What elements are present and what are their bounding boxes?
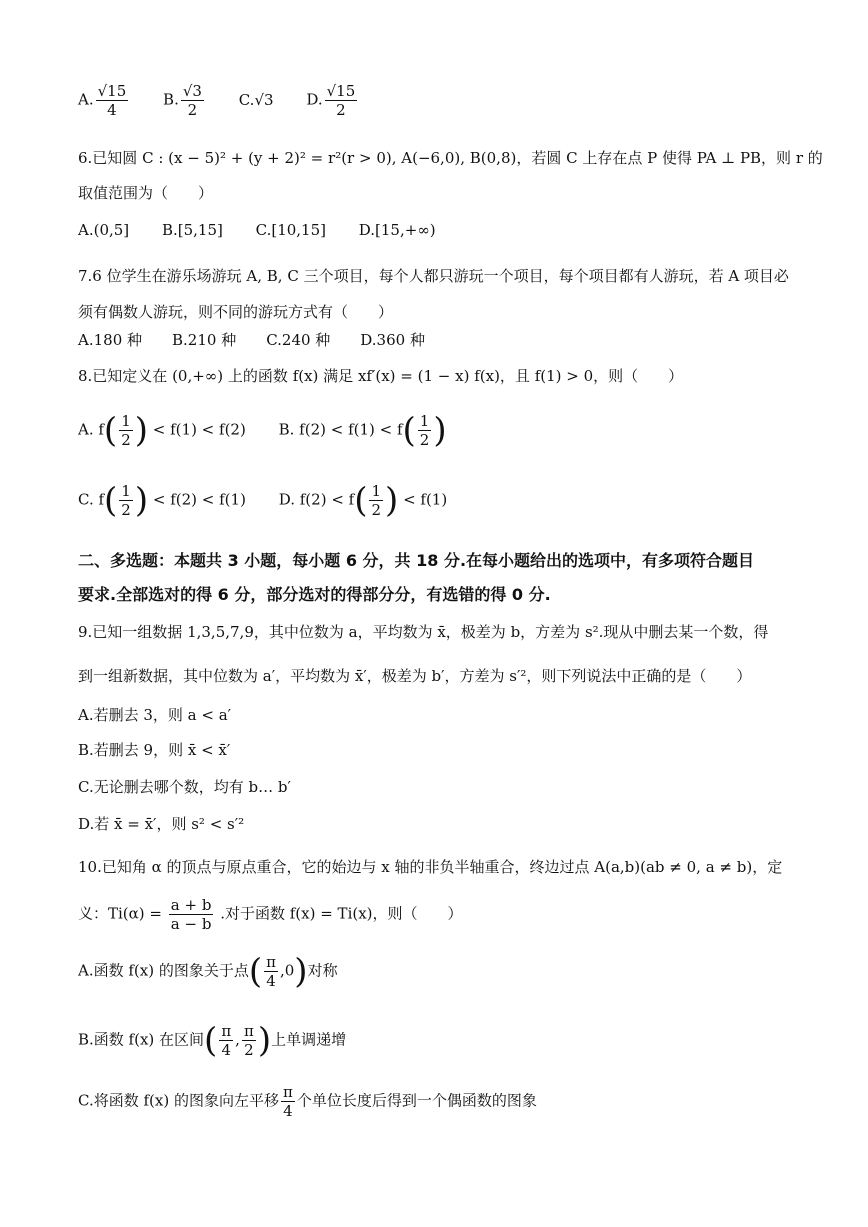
q5-d-den: 2: [336, 101, 346, 119]
q8-d-half-den: 2: [371, 501, 382, 519]
q8-option-d: [279, 482, 447, 519]
q8-option-b: [279, 412, 447, 449]
q5-b-prefix: B.: [163, 90, 179, 109]
q9-option-a: A.若删去 3，则 a < a′: [78, 706, 232, 724]
q10-b-suffix: 上单调递增: [271, 1030, 347, 1049]
q10-option-a: [78, 953, 338, 990]
q10-a-frac: [264, 953, 278, 990]
q8-options-cd: [78, 482, 475, 519]
q8-stem: 8.已知定义在 (0,+∞) 上的函数 f(x) 满足 xf′(x) = (1 − x) f(x)，且 f(1) > 0，则（ ）: [78, 367, 684, 385]
q10-def-suffix: .对于函数 f(x) = Ti(x)，则（ ）: [220, 904, 463, 923]
q8-a-half-den: 2: [121, 431, 131, 449]
q8-options-ab: [78, 412, 475, 449]
q10-b-frac2: [242, 1022, 256, 1059]
q6-option-b: B.[5,15]: [161, 221, 223, 239]
q10-b-num2: π: [243, 1022, 254, 1040]
q5-a-prefix: A.: [78, 90, 94, 109]
q10-a-rparen: ): [294, 951, 308, 992]
q10-b-rparen: ): [257, 1020, 272, 1061]
q8-b-half: [418, 412, 432, 449]
q7-stem-line2: 须有偶数人游玩，则不同的游玩方式有（ ）: [78, 303, 394, 321]
q10-c-num: π: [282, 1083, 293, 1101]
q9-stem-line2: 到一组新数据，其中位数为 a′，平均数为 x̄′，极差为 b′，方差为 s′²，则下列说法中正确的是（ ）: [78, 667, 752, 685]
q8-d-rparen: ): [385, 480, 399, 521]
q9-option-c: C.无论删去哪个数，均有 b… b′: [78, 778, 291, 796]
q5-d-prefix: D.: [306, 90, 323, 109]
q10-stem-line1: 10.已知角 α 的顶点与原点重合，它的始边与 x 轴的非负半轴重合，终边过点 A(a,b)(ab ≠ 0, a ≠ b)，定: [78, 858, 783, 876]
q8-d-half-num: 1: [371, 482, 382, 500]
q8-b-half-den: 2: [419, 431, 430, 449]
section2-heading-line1: 二、多选题：本题共 3 小题，每小题 6 分，共 18 分.在每小题给出的选项中，有多项符合题目: [78, 551, 755, 570]
q5-option-b: [163, 82, 206, 119]
q8-b-lparen: (: [402, 410, 416, 451]
q8-c-half-den: 2: [121, 501, 131, 519]
q10-def-den: a − b: [170, 915, 212, 933]
q5-d-num: √15: [326, 82, 356, 100]
q8-option-c: [78, 482, 246, 519]
q8-d-half: [369, 482, 383, 519]
q5-b-frac: [181, 82, 204, 119]
q6-stem-line2: 取值范围为（ ）: [78, 184, 214, 202]
q10-a-prefix: A.函数 f(x) 的图象关于点: [78, 961, 249, 980]
q10-b-num1: π: [221, 1022, 232, 1040]
q10-def-num: a + b: [170, 896, 212, 914]
q9-option-b: B.若删去 9，则 x̄ < x̄′: [78, 741, 231, 759]
q5-option-a: [78, 82, 130, 119]
q10-def-frac: [169, 896, 214, 933]
q10-b-den1: 4: [221, 1041, 232, 1059]
q10-a-den: 4: [266, 972, 276, 990]
q8-a-rparen: ): [134, 410, 148, 451]
q6-option-a: A.(0,5]: [78, 221, 130, 239]
q10-b-frac1: [219, 1022, 233, 1059]
q8-b-rparen: ): [433, 410, 447, 451]
q8-c-rparen: ): [134, 480, 149, 521]
q10-stem-line2: [78, 896, 463, 933]
q8-c-rest: < f(2) < f(1): [152, 490, 246, 509]
q5-option-c: C.√3: [238, 90, 274, 109]
q5-b-num: √3: [182, 82, 202, 100]
q8-c-half-num: 1: [121, 482, 131, 500]
q6-options: [78, 220, 464, 240]
q10-b-den2: 2: [244, 1041, 254, 1059]
q8-option-a: [78, 412, 246, 449]
q5-a-num: √15: [97, 82, 127, 100]
q10-c-frac: [281, 1083, 295, 1120]
q7-stem-line1: 7.6 位学生在游乐场游玩 A, B, C 三个项目，每个人都只游玩一个项目，每个项目都有人游玩，若 A 项目必: [78, 267, 789, 285]
q9-option-d: D.若 x̄ = x̄′，则 s² < s′²: [78, 815, 245, 833]
q6-option-d: D.[15,+∞): [358, 221, 436, 239]
q10-c-prefix: C.将函数 f(x) 的图象向左平移: [78, 1091, 279, 1110]
q10-option-c: [78, 1083, 537, 1120]
q10-c-suffix: 个单位长度后得到一个偶函数的图象: [296, 1091, 537, 1110]
section2-heading-line2: 要求.全部选对的得 6 分，部分选对的得部分分，有选错的得 0 分.: [78, 585, 551, 604]
q8-b-text: B. f(2) < f(1) < f: [278, 420, 403, 439]
q6-stem-line1: 6.已知圆 C : (x − 5)² + (y + 2)² = r²(r > 0), A(−6,0), B(0,8)，若圆 C 上存在点 P 使得 PA ⊥ PB，则 r 的: [78, 149, 823, 167]
q5-a-den: 4: [107, 101, 117, 119]
q10-a-lparen: (: [248, 951, 263, 992]
q8-d-tail: < f(1): [403, 490, 448, 509]
q10-b-prefix: B.函数 f(x) 在区间: [78, 1030, 205, 1049]
q10-c-den: 4: [283, 1102, 293, 1120]
q8-a-prefix: A. f: [78, 420, 104, 439]
q10-a-tail: ,0: [279, 961, 295, 980]
q5-option-d: [306, 82, 359, 119]
q8-c-half: [119, 482, 133, 519]
q10-option-b: B.函数 f(x) 在区间( $\frac{\pi}{4}$ , $\frac{\pi}{2}$ )上单调递增: [78, 1020, 347, 1061]
q7-options: A.180 种 B.210 种 C.240 种 D.360 种: [78, 331, 425, 349]
q8-a-lparen: (: [103, 410, 118, 451]
q8-d-text: D. f(2) < f: [278, 490, 355, 509]
q8-c-prefix: C. f: [78, 490, 105, 509]
q5-b-den: 2: [187, 101, 198, 119]
q8-a-half: [119, 412, 133, 449]
q5-a-frac: [96, 82, 129, 119]
q5-d-frac: [325, 82, 358, 119]
q8-c-lparen: (: [104, 480, 118, 521]
q8-a-rest: < f(1) < f(2): [152, 420, 246, 439]
q10-b-lparen: (: [204, 1020, 218, 1061]
q10-def-prefix: 义：Ti(α) =: [78, 904, 162, 923]
q8-a-half-num: 1: [121, 412, 131, 430]
q5-options: [78, 82, 387, 119]
q6-option-c: C.[10,15]: [255, 221, 326, 239]
q10-a-num: π: [266, 953, 276, 971]
q9-stem-line1: 9.已知一组数据 1,3,5,7,9，其中位数为 a，平均数为 x̄，极差为 b，方差为 s².现从中删去某一个数，得: [78, 623, 769, 641]
q8-d-lparen: (: [354, 480, 368, 521]
q10-a-suffix: 对称: [307, 961, 338, 980]
q8-b-half-num: 1: [419, 412, 430, 430]
